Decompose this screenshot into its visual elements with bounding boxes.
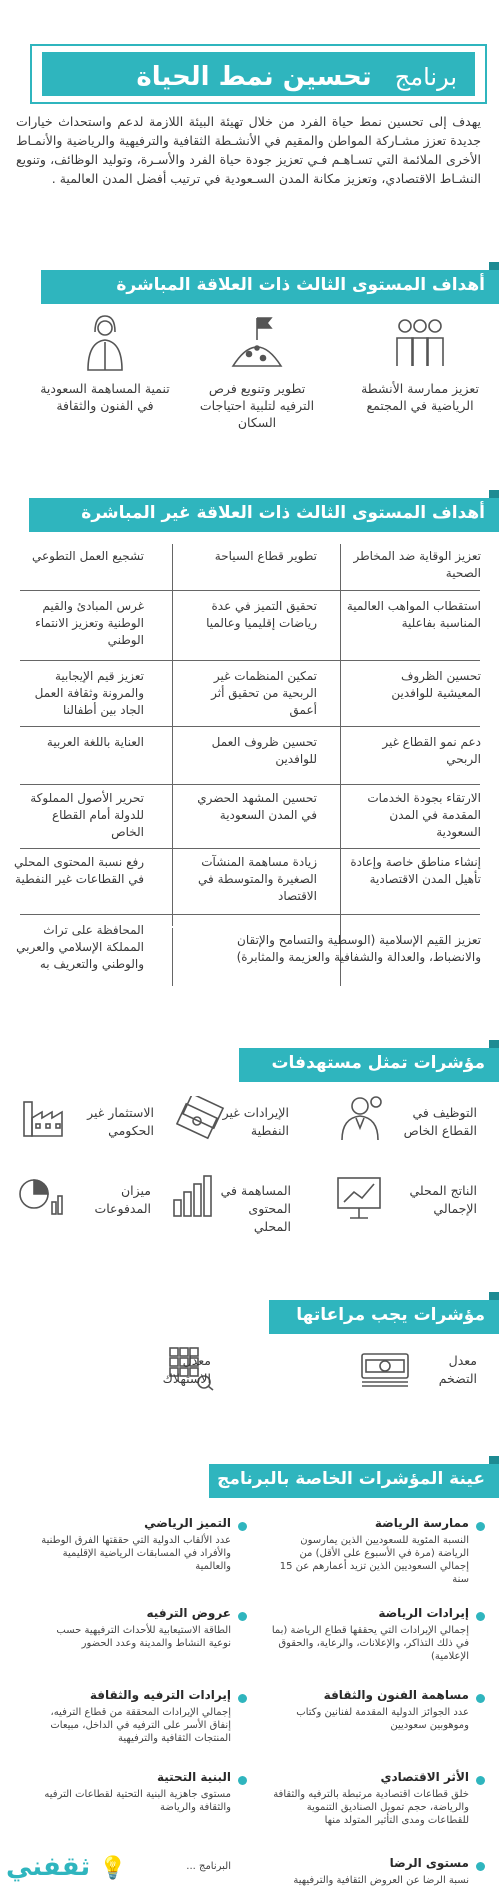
direct-goal-1: تعزيز ممارسة الأنشطة الرياضية في المجتمع (361, 381, 479, 413)
program-title-prefix: برنامج (394, 63, 457, 91)
sample-indicator-desc: النسبة المئوية للسعوديين الذين يمارسون الرياضة (مرة في الأسبوع على الأقل) من إجمالي السعوديين الذين تزيد أعمارهم عن 15 سنة (279, 1535, 469, 1585)
indirect-goal: تطوير قطاع السياحة (214, 549, 317, 563)
consider-indicators-heading: مؤشرات يجب مراعاتها (296, 1305, 485, 1325)
indirect-goal: تحسين المشهد الحضري في المدن السعودية (197, 791, 317, 822)
program-intro: يهدف إلى تحسين نمط حياة الفرد من خلال تهيئة البيئة اللازمة لدعم واستحداث خيارات جديدة تعزز مشـاركة المواطن والمقيم في الأنشـطة الثقافية والترفيهية والرياضية والأنمـاط الأخرى الملائمة التي تسـاهـم فـي تعزيز جودة حياة الفرد والأسـرة، وتوليد الوظائف، وتنويع النشـاط الاقتصادي، وتعزيز مكانة المدن السـعودية في ترتيب أفضل المدن العالمية . (16, 114, 481, 186)
indirect-goals-heading: أهداف المستوى الثالث ذات العلاقة غير المباشرة (81, 503, 485, 523)
employee-icon (336, 1094, 384, 1142)
grid-vline (172, 928, 173, 986)
indirect-goal: تعزيز الوقاية ضد المخاطر الصحية (353, 549, 481, 580)
bullet-dot (238, 1522, 247, 1531)
bullet-dot (476, 1522, 485, 1531)
grid-hline (20, 660, 480, 661)
program-title (136, 62, 457, 92)
sample-indicator-desc: نسبة الرضا عن العروض الثقافية والترفيهية (293, 1875, 469, 1886)
flag-mountain-icon (227, 314, 287, 370)
indirect-goal-wide: تعزيز القيم الإسلامية (الوسطية والتسامح والإتقان والانضباط، والعدالة والشفافية والعزيمة والمثابرة) (236, 933, 481, 964)
direct-goal-3: تنمية المساهمة السعودية في الفنون والثقافة (40, 381, 170, 413)
indirect-goal: استقطاب المواهب العالمية المناسبة بفاعلية (346, 599, 481, 630)
sample-indicator-title: التميز الرياضي (144, 1516, 231, 1530)
indirect-goal: تشجيع العمل التطوعي (31, 549, 144, 563)
sample-indicator-desc: عدد الجوائز الدولية المقدمة لفنانين وكتاب وموهوبين سعوديين (296, 1707, 469, 1731)
direct-goal-2: تطوير وتنويع فرص الترفيه لتلبية احتياجات السكان (199, 381, 315, 430)
grid-hline (20, 914, 480, 915)
sample-indicator-title: إيرادات الترفيه والثقافة (89, 1688, 231, 1702)
direct-goals-heading: أهداف المستوى الثالث ذات العلاقة المباشرة (116, 275, 485, 295)
indirect-goal: العناية باللغة العربية (46, 735, 144, 749)
indirect-goal: تحسين الظروف المعيشية للوافدين (391, 669, 481, 700)
bar-chart-icon (170, 1170, 216, 1220)
person-icon (80, 312, 130, 372)
money-stack-icon (358, 1346, 412, 1390)
target-indicators-heading: مؤشرات تمثل مستهدفات (271, 1053, 485, 1073)
sample-indicator-desc: إجمالي الإيرادات التي يحققها قطاع الرياضة (بما في ذلك التذاكر، والإعلانات، والرعاية، والحقوق الإعلامية) (271, 1625, 469, 1662)
site-logo-text: ثقفني (6, 1852, 91, 1882)
target-indicator: المساهمة في المحتوى المحلي (220, 1183, 291, 1234)
sample-indicators-heading: عينة المؤشرات الخاصة بالبرنامج (217, 1469, 485, 1489)
target-indicator: ميزان المدفوعات (94, 1183, 151, 1216)
program-title-main: تحسين نمط الحياة (136, 62, 372, 92)
band-fold (489, 490, 499, 498)
indirect-goals-heading-band (0, 490, 499, 534)
consider-indicator: معدل الاستهلاك (162, 1353, 211, 1386)
bullet-dot (238, 1694, 247, 1703)
grid-hline (20, 590, 480, 591)
bullet-dot (476, 1862, 485, 1871)
sample-indicator-desc: البرنامج ... (186, 1861, 231, 1872)
indirect-goal: رفع نسبة المحتوى المحلي في القطاعات غير النفطية (14, 855, 144, 886)
site-logo (6, 1852, 127, 1882)
band-fold (489, 1456, 499, 1464)
bullet-dot (476, 1776, 485, 1785)
target-indicator: الناتج المحلي الإجمالي (409, 1183, 477, 1216)
indirect-goal: تعزيز قيم الإيجابية والمرونة وثقافة العمل الجاد بين أطفالنا (34, 669, 144, 717)
bullet-dot (476, 1612, 485, 1621)
grid-hline (20, 784, 480, 785)
sample-indicator-title: إيرادات الرياضة (378, 1606, 469, 1620)
indirect-goal: زيادة مساهمة المنشآت الصغيرة والمتوسطة في الاقتصاد (198, 855, 317, 903)
people-group-icon (390, 316, 450, 370)
indirect-goal: دعم نمو القطاع غير الربحي (382, 735, 481, 766)
consider-indicators-heading-band (0, 1292, 499, 1336)
sample-indicator-desc: الطاقة الاستيعابية للأحداث الترفيهية حسب نوعية النشاط والمدينة وعدد الحضور (56, 1625, 231, 1649)
sample-indicator-desc: مستوى جاهزية البنية التحتية لقطاعات الترفيه والثقافة والرياضة (44, 1789, 231, 1813)
sample-indicator-title: مستوى الرضا (389, 1856, 469, 1870)
bullet-dot (238, 1776, 247, 1785)
program-title-box (30, 44, 487, 104)
sample-indicator-desc: خلق قطاعات اقتصادية مرتبطة بالترفيه والثقافة والرياضة، حجم تمويل الصناديق التنموية للقطاعات ومدى التأثير المتولد منها (273, 1789, 469, 1826)
band-fold (489, 1040, 499, 1048)
target-indicator: التوظيف في القطاع الخاص (403, 1105, 477, 1138)
sample-indicator-desc: إجمالي الإيرادات المحققة من قطاع الترفيه، إنفاق الأسر على الترفيه في الداخل، مبيعات المنتجات الثقافية والترفيهية (50, 1707, 231, 1744)
band-fold (489, 262, 499, 270)
factory-icon (20, 1098, 68, 1140)
sample-indicator-title: الأثر الاقتصادي (380, 1770, 469, 1784)
grid-vline (172, 544, 173, 926)
grid-hline (20, 848, 480, 849)
grid-vline (340, 544, 341, 986)
sample-indicators-heading-band (0, 1456, 499, 1500)
target-indicator: الاستثمار غير الحكومي (87, 1105, 154, 1138)
pie-chart-icon (16, 1172, 64, 1218)
presentation-chart-icon (334, 1172, 384, 1222)
target-indicators-heading-band (0, 1040, 499, 1084)
sample-indicator-title: ممارسة الرياضة (374, 1516, 469, 1530)
consider-indicator: معدل التضخم (438, 1353, 477, 1386)
indirect-goal: الارتقاء بجودة الخدمات المقدمة في المدن السعودية (367, 791, 481, 839)
target-indicator: الإيرادات غير النفطية (222, 1105, 289, 1138)
indirect-goal: تحقيق التميز في عدة رياضات إقليميا وعالميا (206, 599, 317, 630)
bullet-dot (238, 1612, 247, 1621)
sample-indicator-title: عروض الترفيه (146, 1606, 231, 1620)
indirect-goal: إنشاء مناطق خاصة وإعادة تأهيل المدن الاقتصادية (350, 855, 481, 886)
sample-indicator-title: البنية التحتية (156, 1770, 231, 1784)
sample-indicator-title: مساهمة الفنون والثقافة (323, 1688, 469, 1702)
grid-hline (20, 726, 480, 727)
bullet-dot (476, 1694, 485, 1703)
indirect-goal: تحسين ظروف العمل للوافدين (211, 735, 317, 766)
lightbulb-icon: 💡 (99, 1856, 127, 1881)
band-fold (489, 1292, 499, 1300)
indirect-goal: تمكين المنظمات غير الربحية من تحقيق أثر أعمق (211, 669, 317, 717)
indirect-goal: المحافظة على تراث المملكة الإسلامي والعربي والوطني والتعريف به (16, 923, 144, 971)
indirect-goal: تحرير الأصول المملوكة للدولة أمام القطاع الخاص (30, 791, 144, 839)
indirect-goal: غرس المبادئ والقيم الوطنية وتعزيز الانتماء الوطني (35, 599, 144, 647)
program-title-band (42, 52, 475, 96)
sample-indicator-desc: عدد الألقاب الدولية التي حققتها الفرق الوطنية والأفراد في المسابقات الرياضية الإقليمية والعالمية (41, 1535, 231, 1572)
direct-goals-heading-band (0, 262, 499, 306)
